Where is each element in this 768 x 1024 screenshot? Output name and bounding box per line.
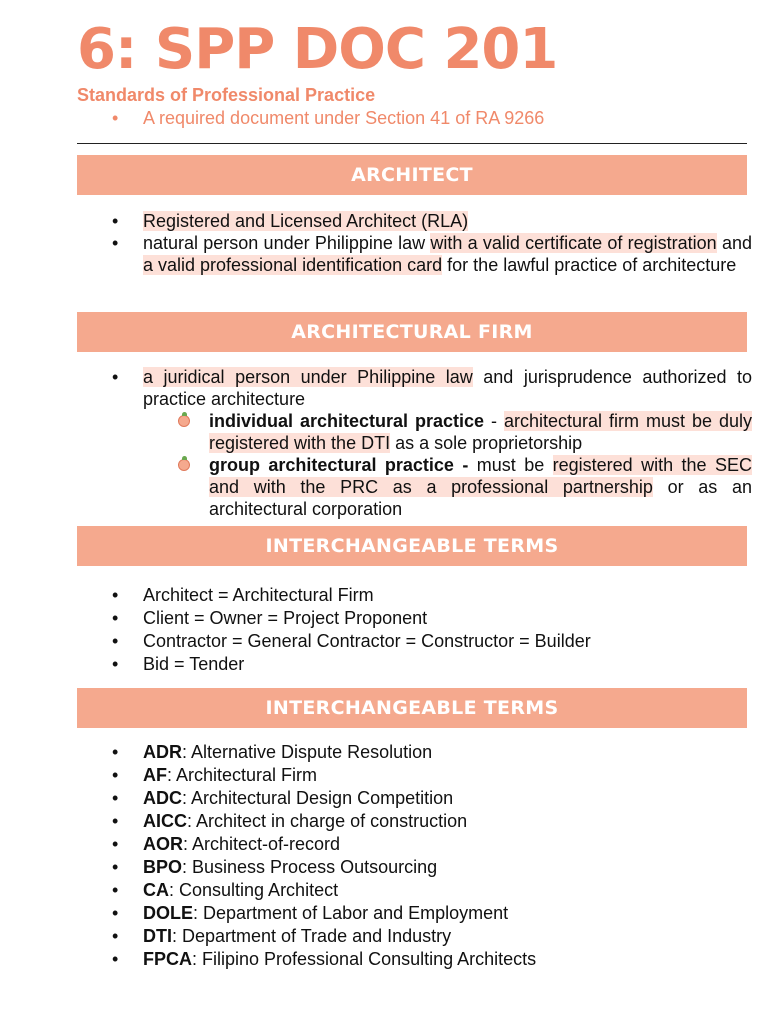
highlighted-text: a juridical person under Philippine law (143, 367, 473, 387)
bullet-icon: • (112, 367, 119, 387)
term-bold: individual architectural practice (209, 411, 485, 431)
list-item (112, 584, 752, 607)
acronym-definition: : Architect-of-record (183, 834, 341, 854)
acronym-definition: : Business Process Outsourcing (182, 857, 438, 877)
page-title: 6: SPP DOC 201 (77, 17, 558, 82)
bullet-icon: • (112, 949, 119, 969)
page-subtitle: Standards of Professional Practice (77, 85, 376, 105)
architect-list (112, 210, 752, 276)
list-item (112, 833, 752, 856)
acronym-definition: : Department of Labor and Employment (193, 903, 509, 923)
acronym-definition: : Architectural Design Competition (182, 788, 454, 808)
term-text: Client = Owner = Project Proponent (143, 608, 428, 628)
bullet-icon: • (112, 585, 119, 605)
sub-list-item (178, 454, 752, 520)
text: for the lawful practice of architecture (442, 255, 737, 275)
text: or as an architectural corporation (209, 477, 752, 519)
section-heading-acronyms: INTERCHANGEABLE TERMS (77, 688, 747, 728)
term-text: Contractor = General Contractor = Constructor = Builder (143, 631, 591, 651)
text: - (484, 411, 504, 431)
bullet-icon: • (112, 233, 119, 253)
acronym: DOLE (143, 903, 194, 923)
list-item (112, 607, 752, 630)
bullet-icon: • (112, 857, 119, 877)
bullet-icon: • (112, 880, 119, 900)
peach-icon (178, 415, 190, 427)
acronym-definition: : Filipino Professional Consulting Architects (192, 949, 537, 969)
list-item (112, 925, 752, 948)
acronym: DTI (143, 926, 172, 946)
bullet-icon: • (112, 903, 119, 923)
list-item (112, 741, 752, 764)
acronym: AF (143, 765, 167, 785)
text: and jurisprudence authorized to practice architecture (143, 367, 752, 409)
section-heading-architect: ARCHITECT (77, 155, 747, 195)
bullet-icon: • (112, 742, 119, 762)
sub-list-item (178, 410, 752, 454)
highlighted-text: a valid professional identification card (143, 255, 443, 275)
text: must be (468, 455, 553, 475)
acronym: AOR (143, 834, 183, 854)
list-item (112, 902, 752, 925)
firm-sublist (178, 410, 752, 520)
acronym-definition: : Architectural Firm (167, 765, 318, 785)
term-text: Architect = Architectural Firm (143, 585, 374, 605)
bullet-icon: • (112, 765, 119, 785)
divider (77, 143, 747, 144)
list-item (112, 210, 752, 232)
bullet-icon: • (112, 631, 119, 651)
section-heading-architectural-firm: ARCHITECTURAL FIRM (77, 312, 747, 352)
bullet-icon: • (112, 108, 119, 128)
terms-list (112, 584, 752, 676)
subtitle-bullet-text: A required document under Section 41 of RA 9266 (143, 108, 545, 128)
section-heading-interchangeable-terms: INTERCHANGEABLE TERMS (77, 526, 747, 566)
list-item (112, 810, 752, 833)
acronym: AICC (143, 811, 187, 831)
acronym-definition: : Department of Trade and Industry (172, 926, 452, 946)
acronym-definition: : Architect in charge of construction (187, 811, 468, 831)
highlighted-text: architectural firm must be duly registered with the DTI (209, 411, 752, 453)
acronym: CA (143, 880, 169, 900)
bullet-icon: • (112, 211, 119, 231)
list-item (112, 787, 752, 810)
acronym-definition: : Consulting Architect (169, 880, 339, 900)
acronym-list (112, 741, 752, 971)
list-item (112, 948, 752, 971)
term-text: Bid = Tender (143, 654, 245, 674)
list-item (112, 879, 752, 902)
firm-list (112, 366, 752, 520)
bullet-icon: • (112, 788, 119, 808)
bullet-icon: • (112, 608, 119, 628)
bullet-icon: • (112, 926, 119, 946)
acronym: ADR (143, 742, 182, 762)
text: natural person under Philippine law (143, 233, 431, 253)
list-item (112, 232, 752, 276)
acronym: FPCA (143, 949, 192, 969)
list-item (112, 764, 752, 787)
text: and (716, 233, 752, 253)
list-item (112, 856, 752, 879)
acronym: BPO (143, 857, 183, 877)
text: as a sole proprietorship (390, 433, 583, 453)
highlighted-text: Registered and Licensed Architect (RLA) (143, 211, 469, 231)
term-bold: group architectural practice - (209, 455, 469, 475)
acronym-definition: : Alternative Dispute Resolution (182, 742, 433, 762)
acronym: ADC (143, 788, 182, 808)
bullet-icon: • (112, 654, 119, 674)
highlighted-text: with a valid certificate of registration (430, 233, 717, 253)
peach-icon (178, 459, 190, 471)
bullet-icon: • (112, 811, 119, 831)
bullet-icon: • (112, 834, 119, 854)
highlighted-text: registered with the SEC and with the PRC as a professional partnership (209, 455, 752, 497)
list-item (112, 630, 752, 653)
list-item (112, 653, 752, 676)
list-item (112, 366, 752, 520)
